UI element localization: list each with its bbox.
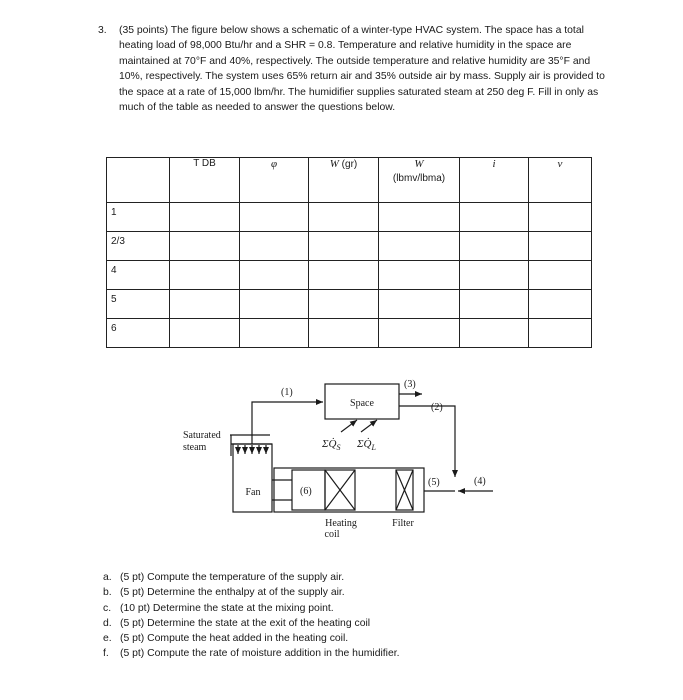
state-6-label: (6)	[300, 486, 312, 497]
header-tdb: T DB	[170, 158, 240, 203]
fan-label: Fan	[245, 487, 261, 498]
sensible-load-arrow	[341, 420, 357, 432]
filter-label: Filter	[392, 518, 414, 529]
header-w-lb-unit: (lbmv/lbma)	[392, 173, 446, 184]
supply-air-line	[252, 402, 323, 444]
problem-text: (35 points) The figure below shows a schematic of a winter-type HVAC system. The space has a total heating load of 98,000 Btu/hr and a SHR = 0.8. Temperature and relative humidity in the space are maintained at 70°F and 40%, respectively. The outside temperature and relative humidity are 35°F and 10%, respectively. The system uses 65% return air and 35% outside air by mass. Supply air is provided to the space at a rate of 15,000 lbm/hr. The humidifier supplies saturated steam at 250 deg F. Fill in only as much of the table as needed to answer the questions below.	[119, 25, 605, 114]
question-item: d. (5 pt) Determine the state at the exit of the heating coil	[103, 617, 371, 629]
question-list	[103, 570, 573, 662]
header-i: i	[460, 158, 529, 203]
air-duct	[274, 468, 424, 512]
question-item: e. (5 pt) Compute the heat added in the heating coil.	[103, 633, 349, 645]
header-v: v	[529, 158, 592, 203]
latent-load-label: $\Sigma Q̇_L$	[357, 438, 376, 452]
coil-label: coil	[324, 529, 340, 540]
heating-label: Heating	[325, 518, 357, 529]
question-item: f. (5 pt) Compute the rate of moisture addition in the humidifier.	[103, 648, 400, 660]
return-air-line	[399, 406, 455, 477]
header-phi: φ	[240, 158, 309, 203]
steam-label: steam	[183, 442, 207, 453]
question-item: c. (10 pt) Determine the state at the mixing point.	[103, 602, 334, 614]
state-id: 4	[107, 261, 170, 290]
state-id: 5	[107, 290, 170, 319]
header-w-gr-unit: (gr)	[341, 159, 358, 170]
state-2-label: (2)	[431, 402, 443, 413]
state-id: 2/3	[107, 232, 170, 261]
state-id: 6	[107, 319, 170, 348]
saturated-label: Saturated	[183, 430, 221, 441]
state-3-label: (3)	[404, 379, 416, 390]
question-item: b. (5 pt) Determine the enthalpy at of the supply air.	[103, 587, 345, 599]
state-5-label: (5)	[428, 477, 440, 488]
latent-load-arrow	[361, 420, 377, 432]
header-w-lb-symbol: W	[414, 158, 424, 170]
fan-box	[233, 444, 272, 512]
space-label: Space	[350, 398, 374, 409]
state-id: 1	[107, 203, 170, 232]
header-w-gr-symbol: W	[329, 158, 339, 170]
problem-number: 3.	[98, 25, 107, 36]
sensible-load-label: $\Sigma Q̇_S$	[322, 438, 341, 452]
question-item: a. (5 pt) Compute the temperature of the supply air.	[103, 572, 345, 583]
state-4-label: (4)	[474, 476, 486, 487]
state-1-label: (1)	[281, 387, 293, 398]
